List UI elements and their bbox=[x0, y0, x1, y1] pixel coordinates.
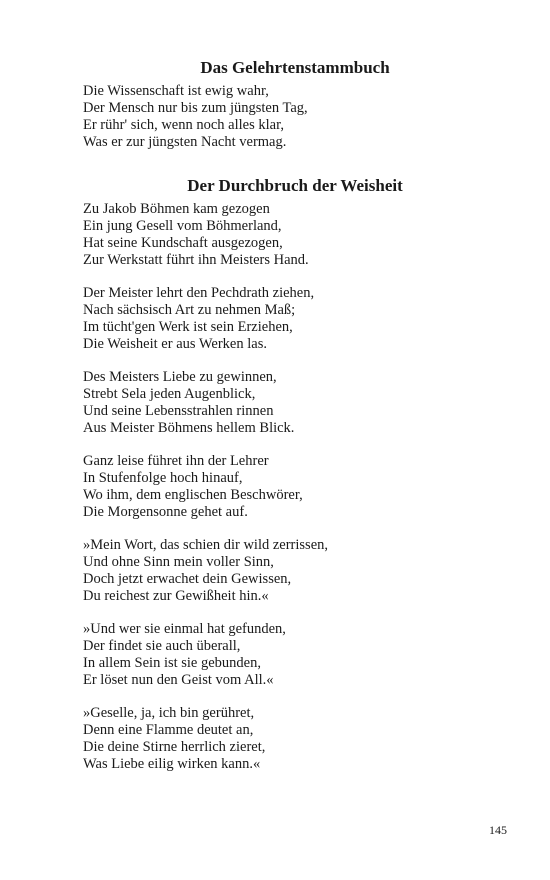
verse-line: Und ohne Sinn mein voller Sinn, bbox=[83, 554, 274, 570]
verse-line: Doch jetzt erwachet dein Gewissen, bbox=[83, 571, 292, 587]
stanza bbox=[83, 621, 328, 689]
verse-line: Und seine Lebensstrahlen rinnen bbox=[83, 403, 274, 419]
verse-line: Zur Werkstatt führt ihn Meisters Hand. bbox=[83, 252, 309, 268]
verse-line: »Geselle, ja, ich bin gerühret, bbox=[83, 705, 255, 721]
verse-line: Die Weisheit er aus Werken las. bbox=[83, 336, 267, 352]
verse-line: Der Mensch nur bis zum jüngsten Tag, bbox=[83, 100, 308, 116]
verse-line: Zu Jakob Böhmen kam gezogen bbox=[83, 201, 270, 217]
verse-line: Denn eine Flamme deutet an, bbox=[83, 722, 254, 738]
verse-line: Nach sächsisch Art zu nehmen Maß; bbox=[83, 302, 296, 318]
poem-title: Der Durchbruch der Weisheit bbox=[187, 176, 403, 195]
stanza bbox=[83, 705, 328, 773]
stanza bbox=[83, 537, 328, 605]
verse-line: In Stufenfolge hoch hinauf, bbox=[83, 470, 243, 486]
verse-line: Die Wissenschaft ist ewig wahr, bbox=[83, 83, 269, 99]
verse-line: Ein jung Gesell vom Böhmerland, bbox=[83, 218, 282, 234]
verse-line: Was Liebe eilig wirken kann.« bbox=[83, 756, 261, 772]
stanza bbox=[83, 285, 328, 353]
verse-line: Was er zur jüngsten Nacht vermag. bbox=[83, 134, 287, 150]
verse-line: Du reichest zur Gewißheit hin.« bbox=[83, 588, 269, 604]
verse-line: Hat seine Kundschaft ausgezogen, bbox=[83, 235, 283, 251]
poem-body bbox=[83, 201, 328, 789]
verse-line: Die Morgensonne gehet auf. bbox=[83, 504, 248, 520]
verse-line: Wo ihm, dem englischen Beschwörer, bbox=[83, 487, 303, 503]
page-number: 145 bbox=[489, 823, 507, 837]
stanza bbox=[83, 369, 328, 437]
poem-body bbox=[83, 83, 308, 167]
verse-line: Ganz leise führet ihn der Lehrer bbox=[83, 453, 269, 469]
verse-line: Des Meisters Liebe zu gewinnen, bbox=[83, 369, 277, 385]
verse-line: Aus Meister Böhmens hellem Blick. bbox=[83, 420, 295, 436]
verse-line: »Mein Wort, das schien dir wild zerrissen, bbox=[83, 537, 329, 553]
verse-line: Er löset nun den Geist vom All.« bbox=[83, 672, 274, 688]
verse-line: In allem Sein ist sie gebunden, bbox=[83, 655, 261, 671]
verse-line: Er rühr' sich, wenn noch alles klar, bbox=[83, 117, 284, 133]
stanza bbox=[83, 453, 328, 521]
stanza bbox=[83, 83, 308, 151]
stanza bbox=[83, 201, 328, 269]
verse-line: Strebt Sela jeden Augenblick, bbox=[83, 386, 256, 402]
poem-title: Das Gelehrtenstammbuch bbox=[200, 58, 390, 77]
verse-line: Die deine Stirne herrlich zieret, bbox=[83, 739, 266, 755]
verse-line: Im tücht'gen Werk ist sein Erziehen, bbox=[83, 319, 293, 335]
verse-line: Der Meister lehrt den Pechdrath ziehen, bbox=[83, 285, 315, 301]
verse-line: Der findet sie auch überall, bbox=[83, 638, 241, 654]
verse-line: »Und wer sie einmal hat gefunden, bbox=[83, 621, 286, 637]
